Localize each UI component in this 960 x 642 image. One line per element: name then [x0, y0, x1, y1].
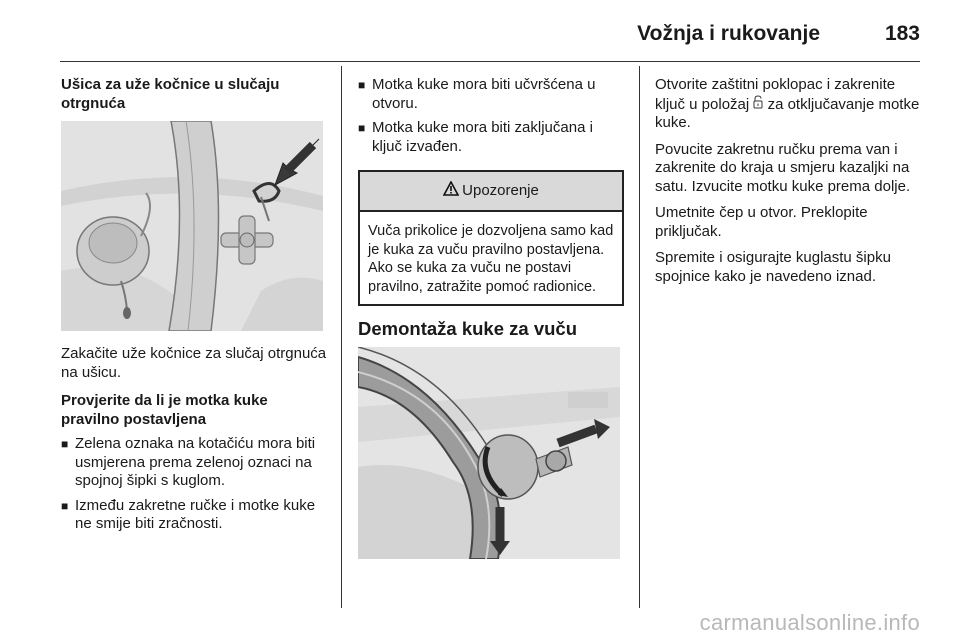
section-heading-brake-eyelet: Ušica za uže kočnice u slučaju otrgnuća: [61, 76, 280, 112]
column-divider-1: [341, 66, 342, 608]
section-heading-removal: Demontaža kuke za vuču: [358, 318, 577, 339]
caption-attach-cable: Zakačite uže kočnice za slučaj otrgnuća na ušicu.: [61, 345, 327, 381]
warning-box: [358, 170, 624, 306]
watermark: carmanualsonline.info: [699, 610, 920, 635]
bullet-square-icon: ■: [358, 121, 366, 135]
bullet-square-icon: ■: [61, 498, 69, 513]
warning-triangle-icon: [443, 181, 459, 202]
list-item: ■ Između zakretne ručke i motke kuke ne smije biti zračnosti.: [61, 496, 316, 532]
list-item: ■ Motka kuke mora biti učvršćena u otvoru.: [358, 76, 596, 112]
list-item: ■ Zelena oznaka na kotačiću mora biti usmjerena prema zelenoj oznaci na spojnoj šipki s kuglom.: [61, 435, 316, 489]
brake-eyelet-figure: [61, 121, 323, 331]
unlock-icon: [753, 95, 763, 115]
bullet-square-icon: ■: [61, 437, 69, 451]
bullet-square-icon: ■: [358, 78, 366, 92]
column-divider-2: [639, 66, 640, 608]
paragraph-store-bar: Spremite i osigurajte kuglastu šipku spojnice kako je navedeno iznad.: [655, 249, 891, 285]
column-2: [358, 76, 624, 559]
paragraph-pull-handle: Povucite zakretnu ručku prema van i zakrenite do kraja u smjeru kazaljki na satu. Izvucite motku kuke prema dolje.: [655, 140, 911, 195]
column-3: [655, 76, 927, 294]
paragraph-open-cover: Otvorite zaštitni poklopac i zakrenite ključ u položaj za otključavanje motke kuke.: [655, 76, 920, 131]
column-1: [61, 76, 327, 540]
warning-title: Upozorenje: [462, 181, 539, 199]
page-header-title: Vožnja i rukovanje: [637, 22, 820, 45]
list-item: ■ Motka kuke mora biti zaključana i ključ izvađen.: [358, 119, 593, 155]
warning-text: Vuča prikolice je dozvoljena samo kad je kuka za vuču pravilno postavljena. Ako se kuka za vuču ne postavi pravilno, zatražite pomoć radionice.: [368, 223, 614, 295]
warning-header: [360, 172, 622, 212]
paragraph-insert-plug: Umetnite čep u otvor. Preklopite priključak.: [655, 204, 868, 240]
check-heading: Provjerite da li je motka kuke pravilno postavljena: [61, 392, 268, 428]
page-number: 183: [884, 22, 920, 45]
header-divider: [60, 61, 920, 62]
tow-bar-removal-figure: [358, 347, 620, 559]
